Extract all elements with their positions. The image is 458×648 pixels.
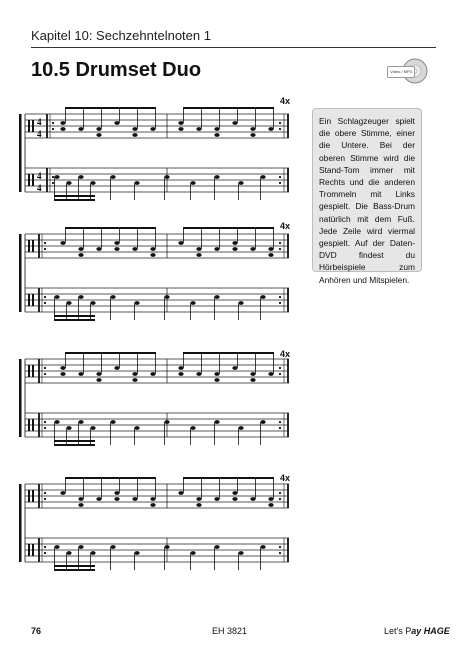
time-signature-top: 4 xyxy=(37,171,42,181)
brand-logo: ay HAGE xyxy=(411,626,450,636)
note-head xyxy=(232,491,237,495)
note-head xyxy=(232,497,237,501)
repeat-dot xyxy=(52,182,54,184)
repeat-dot xyxy=(52,122,54,124)
system-brace xyxy=(19,359,22,437)
repeat-dot xyxy=(279,296,281,298)
note-head xyxy=(78,253,83,257)
drum-system-3 xyxy=(17,345,297,475)
note-head xyxy=(232,241,237,245)
note-head xyxy=(132,372,137,376)
repeat-dot xyxy=(52,128,54,130)
note-head xyxy=(66,181,71,185)
note-head xyxy=(214,295,219,299)
note-head xyxy=(60,121,65,125)
repeat-dot xyxy=(279,498,281,500)
note-head xyxy=(250,247,255,251)
chapter-divider xyxy=(31,47,436,48)
note-head xyxy=(214,372,219,376)
note-head xyxy=(164,545,169,549)
note-head xyxy=(114,491,119,495)
note-head xyxy=(214,545,219,549)
note-head xyxy=(268,372,273,376)
note-head xyxy=(164,420,169,424)
percussion-staff xyxy=(25,108,289,139)
note-head xyxy=(110,420,115,424)
percussion-clef xyxy=(28,174,30,186)
note-head xyxy=(96,133,101,137)
note-head xyxy=(150,503,155,507)
note-head xyxy=(150,127,155,131)
repeat-dot xyxy=(44,546,46,548)
note-head xyxy=(132,247,137,251)
system-brace xyxy=(19,234,22,312)
percussion-clef xyxy=(28,294,30,306)
note-head xyxy=(134,301,139,305)
note-head xyxy=(214,175,219,179)
percussion-staff xyxy=(25,353,289,383)
percussion-clef xyxy=(32,174,34,186)
note-head xyxy=(150,372,155,376)
repeat-dot xyxy=(52,176,54,178)
repeat-dot xyxy=(44,296,46,298)
note-head xyxy=(214,497,219,501)
note-head xyxy=(78,175,83,179)
note-head xyxy=(178,372,183,376)
note-head xyxy=(78,247,83,251)
brand-footer xyxy=(384,626,450,636)
note-head xyxy=(268,247,273,251)
note-head xyxy=(96,497,101,501)
note-head xyxy=(78,372,83,376)
brand-text: Let's P xyxy=(384,626,412,636)
note-head xyxy=(178,121,183,125)
note-head xyxy=(54,175,59,179)
note-head xyxy=(150,497,155,501)
drum-system-2 xyxy=(17,220,297,350)
percussion-clef xyxy=(32,490,34,502)
note-head xyxy=(238,551,243,555)
repeat-count-2: 4x xyxy=(280,221,291,231)
percussion-clef xyxy=(28,365,30,377)
percussion-clef xyxy=(28,120,30,132)
drum-system-4 xyxy=(17,470,297,600)
repeat-dot xyxy=(279,248,281,250)
note-head xyxy=(110,295,115,299)
percussion-clef xyxy=(32,294,34,306)
note-head xyxy=(260,175,265,179)
note-head xyxy=(190,551,195,555)
note-head xyxy=(238,426,243,430)
note-head xyxy=(250,127,255,131)
page-number: 76 xyxy=(31,626,42,636)
drum-system-1 xyxy=(17,100,297,230)
note-head xyxy=(260,295,265,299)
percussion-clef xyxy=(32,365,34,377)
notation-svg xyxy=(17,220,297,350)
note-head xyxy=(196,497,201,501)
percussion-clef xyxy=(32,120,34,132)
edition-code: EH 3821 xyxy=(212,626,248,636)
note-head xyxy=(150,253,155,257)
repeat-dot xyxy=(279,492,281,494)
note-head xyxy=(66,301,71,305)
repeat-dot xyxy=(279,302,281,304)
repeat-dot xyxy=(44,367,46,369)
note-head xyxy=(268,253,273,257)
note-head xyxy=(238,301,243,305)
note-head xyxy=(232,247,237,251)
time-signature-bottom: 4 xyxy=(37,129,42,139)
note-head xyxy=(90,181,95,185)
repeat-dot xyxy=(279,242,281,244)
note-head xyxy=(114,121,119,125)
note-head xyxy=(178,127,183,131)
percussion-clef xyxy=(28,419,30,431)
note-head xyxy=(238,181,243,185)
note-head xyxy=(114,497,119,501)
note-head xyxy=(250,372,255,376)
note-head xyxy=(178,491,183,495)
repeat-dot xyxy=(279,128,281,130)
repeat-dot xyxy=(44,242,46,244)
repeat-count-1: 4x xyxy=(280,96,291,106)
repeat-dot xyxy=(44,373,46,375)
percussion-staff xyxy=(25,538,289,570)
note-head xyxy=(114,366,119,370)
repeat-dot xyxy=(279,367,281,369)
note-head xyxy=(190,181,195,185)
note-head xyxy=(178,241,183,245)
repeat-count-4: 4x xyxy=(280,473,291,483)
note-head xyxy=(268,127,273,131)
notation-svg xyxy=(17,470,297,600)
percussion-clef xyxy=(32,419,34,431)
note-head xyxy=(114,247,119,251)
note-head xyxy=(60,127,65,131)
note-head xyxy=(268,497,273,501)
note-head xyxy=(114,241,119,245)
note-head xyxy=(190,301,195,305)
note-head xyxy=(134,426,139,430)
note-head xyxy=(134,551,139,555)
note-head xyxy=(66,426,71,430)
percussion-clef xyxy=(28,490,30,502)
repeat-dot xyxy=(44,492,46,494)
note-head xyxy=(134,181,139,185)
note-head xyxy=(196,247,201,251)
note-head xyxy=(232,366,237,370)
note-head xyxy=(60,372,65,376)
repeat-dot xyxy=(44,552,46,554)
percussion-clef xyxy=(32,240,34,252)
repeat-dot xyxy=(279,546,281,548)
percussion-clef xyxy=(28,544,30,556)
note-head xyxy=(96,127,101,131)
repeat-dot xyxy=(44,302,46,304)
note-head xyxy=(260,420,265,424)
note-head xyxy=(250,133,255,137)
note-head xyxy=(132,497,137,501)
info-box: Ein Schlagzeuger spielt die obere Stimme, einer die Untere. Bei der oberen Stimme wird die Stand-Tom immer mit Rechts und die anderen Trommeln mit Links gespielt. Die Bass-Drum natürlich mit dem Fuß. Jede Zeile wird viermal gespielt. Auf der Daten-DVD findest du Hörbeispiele zum Anhören und Mitspielen. xyxy=(312,108,422,272)
note-head xyxy=(110,545,115,549)
note-head xyxy=(96,378,101,382)
repeat-dot xyxy=(279,373,281,375)
note-head xyxy=(90,426,95,430)
note-head xyxy=(214,247,219,251)
note-head xyxy=(196,253,201,257)
note-head xyxy=(132,378,137,382)
percussion-staff xyxy=(25,228,289,258)
repeat-dot xyxy=(279,182,281,184)
note-head xyxy=(78,127,83,131)
note-head xyxy=(60,491,65,495)
note-head xyxy=(214,133,219,137)
repeat-dot xyxy=(279,421,281,423)
note-head xyxy=(190,426,195,430)
percussion-clef xyxy=(32,544,34,556)
percussion-staff xyxy=(25,413,289,445)
percussion-staff xyxy=(25,168,289,200)
percussion-staff xyxy=(25,478,289,508)
note-head xyxy=(96,372,101,376)
note-head xyxy=(110,175,115,179)
system-brace xyxy=(19,484,22,562)
repeat-dot xyxy=(44,421,46,423)
note-head xyxy=(78,497,83,501)
repeat-dot xyxy=(44,427,46,429)
note-head xyxy=(54,420,59,424)
note-head xyxy=(90,551,95,555)
system-brace xyxy=(19,114,22,192)
note-head xyxy=(132,127,137,131)
note-head xyxy=(178,366,183,370)
note-head xyxy=(196,503,201,507)
note-head xyxy=(78,420,83,424)
percussion-staff xyxy=(25,288,289,320)
note-head xyxy=(78,503,83,507)
note-head xyxy=(196,372,201,376)
repeat-dot xyxy=(44,248,46,250)
notation-svg xyxy=(17,100,297,230)
note-head xyxy=(250,378,255,382)
repeat-dot xyxy=(279,427,281,429)
note-head xyxy=(214,420,219,424)
note-head xyxy=(150,247,155,251)
media-badge-label: Video / MP3 xyxy=(387,66,415,78)
repeat-count-3: 4x xyxy=(280,349,291,359)
time-signature-bottom: 4 xyxy=(37,183,42,193)
note-head xyxy=(90,301,95,305)
notation-svg xyxy=(17,345,297,475)
repeat-dot xyxy=(279,176,281,178)
percussion-clef xyxy=(28,240,30,252)
note-head xyxy=(260,545,265,549)
note-head xyxy=(54,295,59,299)
note-head xyxy=(66,551,71,555)
note-head xyxy=(60,241,65,245)
note-head xyxy=(54,545,59,549)
note-head xyxy=(78,295,83,299)
note-head xyxy=(60,366,65,370)
note-head xyxy=(232,121,237,125)
note-head xyxy=(250,497,255,501)
note-head xyxy=(132,133,137,137)
repeat-dot xyxy=(279,552,281,554)
note-head xyxy=(214,378,219,382)
note-head xyxy=(96,247,101,251)
time-signature-top: 4 xyxy=(37,117,42,127)
chapter-heading: Kapitel 10: Sechzehntelnoten 1 xyxy=(31,28,211,43)
note-head xyxy=(268,503,273,507)
note-head xyxy=(164,175,169,179)
note-head xyxy=(78,545,83,549)
note-head xyxy=(164,295,169,299)
section-title: 10.5 Drumset Duo xyxy=(31,59,202,81)
note-head xyxy=(196,127,201,131)
repeat-dot xyxy=(44,498,46,500)
media-badge[interactable] xyxy=(384,58,428,84)
note-head xyxy=(214,127,219,131)
repeat-dot xyxy=(279,122,281,124)
